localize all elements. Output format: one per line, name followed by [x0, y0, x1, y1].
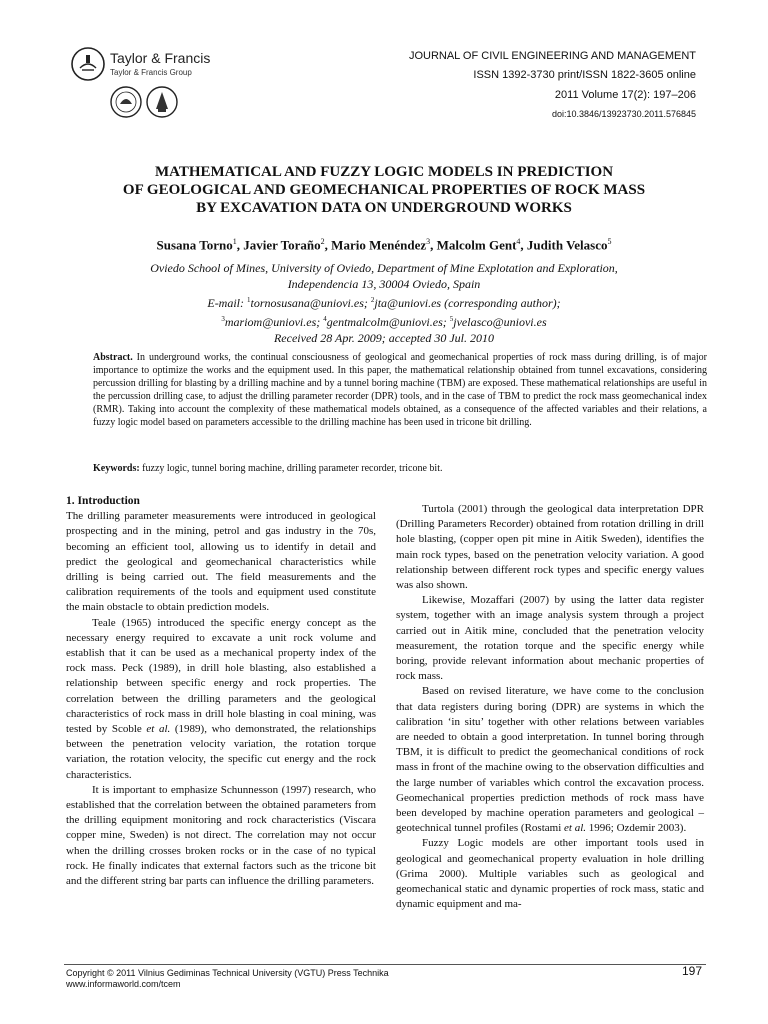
left-column — [66, 494, 376, 889]
journal-name: JOURNAL OF CIVIL ENGINEERING AND MANAGEMENT — [408, 50, 696, 62]
footer-url[interactable]: www.informaworld.com/tcem — [66, 979, 181, 989]
paragraph-text: 1996; Ozdemir 2003). — [586, 822, 687, 835]
affiliation-line: Oviedo School of Mines, University of Oviedo, Department of Mine Explotation and Exploration, — [150, 261, 618, 275]
publisher-name: Taylor & Francis — [110, 50, 211, 66]
author-name: Mario Menéndez — [331, 237, 427, 253]
copyright: Copyright © 2011 Vilnius Gediminas Technical University (VGTU) Press Technika — [66, 968, 389, 978]
email-prefix: E-mail: — [207, 296, 248, 310]
email-sup: 3 — [221, 315, 225, 323]
paragraph-text: Based on revised literature, we have come to the conclusion that data registers during boring (DPR) are systems in which the calibration ‘in situ’ together with other relations between variables are needed to obtain a good interpretation. In tunnel boring through TBM, it is difficult to predict the geomechanical conditions of rock mass in front of the machine owing to the observation difficulties and the large number of variables which control the excavation process. Geomechanical properties prediction methods of rock mass have been developed by machine operation parameters and geological – geotechnical tunnel profiles (Rostami — [396, 685, 704, 835]
email-sup: 4 — [323, 315, 327, 323]
right-column — [396, 502, 704, 912]
keywords-label: Keywords: — [93, 463, 140, 474]
abstract-label: Abstract. — [93, 352, 133, 363]
author-list: Susana Torno$^1$, Javier Toraño$^2$, Mario Menéndez$^3$, Malcolm Gent$^4$, Judith Velasco$^5$ — [156, 237, 612, 253]
email[interactable]: gentmalcolm@uniovi.es; — [326, 315, 450, 329]
article-title — [60, 163, 708, 217]
paragraph — [66, 616, 376, 783]
university-seals-icon — [108, 82, 182, 122]
email-line — [60, 292, 708, 311]
paragraph: Likewise, Mozaffari (2007) by using the latter data register system, together with an image analysis system through a project carried out in Aitik mine, concluded that the penetration velocity measurement, the rotation torque and the specific energy while boring, provide relevant information about mechanic properties of rock mass. — [396, 594, 704, 683]
email-sup: 1 — [247, 296, 251, 304]
paragraph-text: Teale (1965) introduced the specific energy concept as the necessary energy required to excavate a unit rock volume and establish that it can be used as a mechanical property index of the rock mass. Peck (1989), in drill hole blasting, also established a relationship between specific energy and rock properties. The correlation between the drilling parameters and the geological characteristics of rock mass in drill hole blasting in coal mining, was tested by Scoble — [66, 616, 376, 736]
author-name: Javier Toraño — [243, 237, 321, 253]
article-doi[interactable]: doi:10.3846/13923730.2011.576845 — [552, 109, 696, 119]
email-sup: 2 — [370, 296, 375, 304]
author-sup: 2 — [320, 237, 325, 246]
page-number: 197 — [681, 964, 702, 978]
author-name: Malcolm Gent — [436, 237, 517, 253]
abstract-text: In underground works, the continual consciousness of geological and geomechanical properties of rock mass during drilling, is of major importance to optimize the works and the equipment used. In this paper, the mathematical relationship obtained from tunnel excavations, considering percussion drilling for blasting by a drilling machine and by a tunnel boring machine (TBM) are exposed. These mathematical relationships are useful in the percussion drilling case, to adjust the drilling parameter recorder (DPR) tools, and in the case of TBM to predict the rock mass geomechanical index (RMR). Taking into account the complexity of these mathematical models obtained, as a consequence of the affected variables and their relations, a fuzzy logic model based on parameters accessible to the drilling machine has been used in tricone bit drilling. — [93, 352, 707, 428]
author-sup: 1 — [232, 237, 237, 246]
paragraph-italic: et al. — [146, 723, 171, 736]
section-heading: 1. Introduction — [66, 495, 140, 507]
title-line: MATHEMATICAL AND FUZZY LOGIC MODELS IN PREDICTION — [154, 164, 614, 180]
author-sup: 5 — [607, 237, 612, 246]
paragraph: It is important to emphasize Schunnesson (1997) research, who established that the correlation between the obtained parameters from the drilling equipment monitoring and rock characteristics (Viscara copper mine, Sweden) is not direct. The correlation may not occur when the drilling crosses broken rocks or in the case of no typical rock. He finally indicates that external factors such as the tricone bit and the different string bar parts can influence the drilling parameters. — [66, 783, 376, 888]
title-line: OF GEOLOGICAL AND GEOMECHANICAL PROPERTIES OF ROCK MASS — [122, 182, 646, 198]
email-line — [60, 311, 708, 330]
paragraph-italic: et al. — [564, 822, 587, 835]
email[interactable]: jta@uniovi.es (corresponding author); — [374, 296, 561, 310]
paragraph-text: (1989), who demonstrated, the relationships between the penetration velocity variation, the rotation torque variation, the rotation velocity, the specific cut energy and the rock characteristics. — [66, 723, 376, 781]
affiliation-line: Independencia 13, 30004 Oviedo, Spain — [287, 277, 481, 291]
email-sup: 5 — [449, 315, 454, 323]
author-sup: 4 — [516, 237, 521, 246]
paragraph: The drilling parameter measurements were introduced in geological prospecting and in the mining, petrol and gas industry in the 70s, becoming an efficient tool, allowing us to identify in detail and predict the geological and geomechanical characteristics while drilling is being carried out. The field measurements and the calibration requirements of the tools and equipment used constitute the main obstacle to obtain prediction models. — [66, 510, 376, 614]
received-dates: Received 28 Apr. 2009; accepted 30 Jul. 2010 — [273, 331, 495, 345]
journal-issn: ISSN 1392-3730 print/ISSN 1822-3605 online — [473, 69, 696, 81]
journal-volume: 2011 Volume 17(2): 197–206 — [554, 89, 696, 101]
paragraph: Fuzzy Logic models are other important tools used in geological and geomechanical property evaluation in hole drilling (Grima 2000). Multiple variables such as geological and geomechanical static and dynamic properties of rock mass, static and dynamic equipment and ma- — [396, 837, 704, 911]
email[interactable]: tornosusana@uniovi.es; — [250, 296, 371, 310]
taylor-francis-logo-icon — [70, 46, 106, 82]
paragraph: Turtola (2001) through the geological data interpretation DPR (Drilling Parameters Recorder) obtained from rotation drilling in drill hole blasting, (copper open pit mine in Aitik Sweden), identifies the main rock types, based on the penetration velocity variation. A good relationship between different rock types and specific energy values was also shown. — [396, 503, 704, 592]
author-name: Judith Velasco — [526, 237, 608, 253]
keywords — [93, 463, 707, 474]
affiliation — [60, 260, 708, 346]
title-line: BY EXCAVATION DATA ON UNDERGROUND WORKS — [196, 200, 572, 216]
email[interactable]: jvelasco@uniovi.es — [453, 315, 547, 329]
author-name: Susana Torno — [156, 237, 233, 253]
footer-rule — [64, 964, 706, 965]
author-sup: 3 — [426, 237, 431, 246]
email[interactable]: mariom@uniovi.es; — [224, 315, 324, 329]
paragraph — [396, 684, 704, 836]
publisher-group: Taylor & Francis Group — [110, 68, 192, 77]
abstract — [93, 352, 707, 429]
keywords-text: fuzzy logic, tunnel boring machine, drilling parameter recorder, tricone bit. — [139, 463, 443, 474]
